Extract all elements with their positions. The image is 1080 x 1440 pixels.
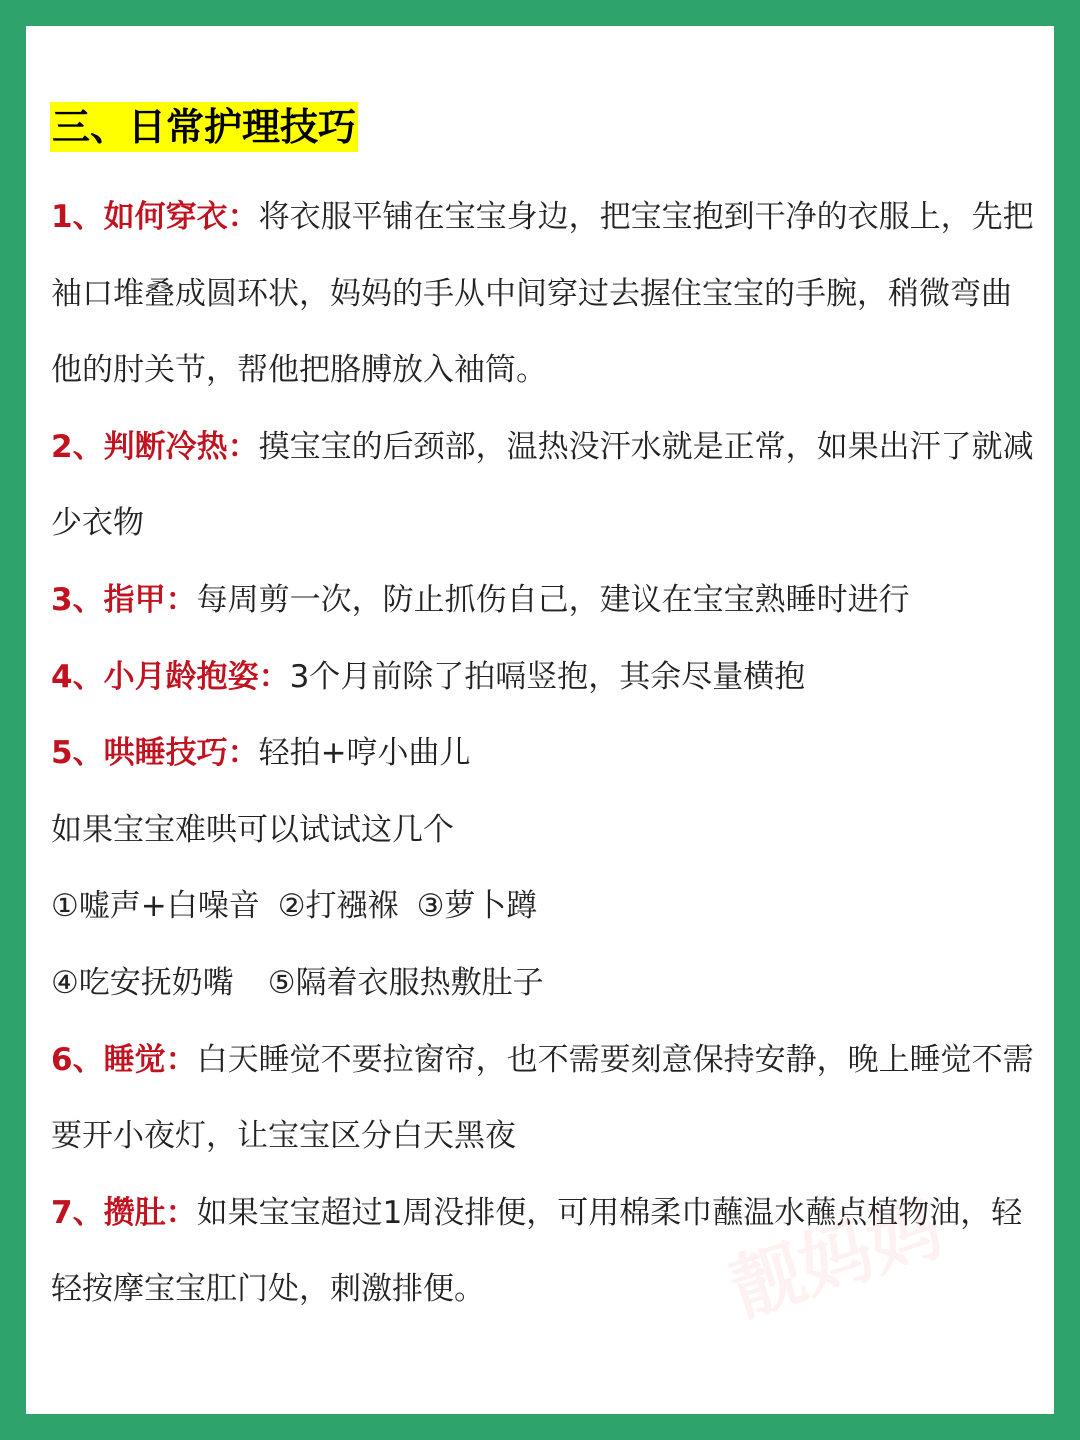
sleep-tip: ③萝卜蹲 xyxy=(416,888,538,925)
tip-item-soothing xyxy=(51,715,1036,792)
tip-label: 1、如何穿衣： xyxy=(51,199,259,235)
tip-label: 6、睡觉： xyxy=(51,1041,197,1078)
tip-label: 2、判断冷热： xyxy=(51,428,259,465)
tip-text: 3个月前除了拍嗝竖抱，其余尽量横抱 xyxy=(289,658,806,695)
tip-text: 轻拍+哼小曲儿 xyxy=(258,735,471,772)
tip-item-sleeping xyxy=(51,1022,1036,1175)
watermark-logo: 靓妈妈 xyxy=(720,1185,952,1333)
tips-content xyxy=(51,179,1036,1328)
tip-item-holding xyxy=(51,639,1036,716)
sleep-tip: ①嘘声+白噪音 xyxy=(51,888,260,925)
tip-text: 每周剪一次，防止抓伤自己，建议在宝宝熟睡时进行 xyxy=(196,581,910,618)
tip-text: 摸宝宝的后颈部，温热没汗水就是正常，如果出汗了就减少衣物 xyxy=(51,428,1034,542)
tip-text: 如果宝宝超过1周没排便，可用棉柔巾蘸温水蘸点植物油，轻轻按摩宝宝肛门处，刺激排便。 xyxy=(51,1194,1023,1308)
tip-label: 5、哄睡技巧： xyxy=(51,735,259,772)
content-card xyxy=(26,26,1054,1414)
tip-label: 3、指甲： xyxy=(51,581,197,618)
sleep-tips-row-1 xyxy=(51,868,1036,945)
tip-label: 7、攒肚： xyxy=(51,1194,197,1231)
section-heading: 三、日常护理技巧 xyxy=(50,102,358,152)
sleep-tip: ④吃安抚奶嘴 xyxy=(51,964,234,1001)
sleep-tips-intro: 如果宝宝难哄可以试试这几个 xyxy=(51,811,454,848)
tip-label: 4、小月龄抱姿： xyxy=(51,658,290,695)
sleep-tip: ②打襁褓 xyxy=(277,888,399,925)
tip-item-temperature xyxy=(51,409,1036,562)
sleep-tip: ⑤隔着衣服热敷肚子 xyxy=(267,964,544,1001)
tip-text: 将衣服平铺在宝宝身边，把宝宝抱到干净的衣服上，先把袖口堆叠成圆环状，妈妈的手从中间穿过去握住宝宝的手腕，稍微弯曲他的肘关节，帮他把胳膊放入袖筒。 xyxy=(51,199,1034,389)
tip-text: 白天睡觉不要拉窗帘，也不需要刻意保持安静，晚上睡觉不需要开小夜灯，让宝宝区分白天黑夜 xyxy=(51,1041,1034,1155)
tip-item-dressing xyxy=(51,179,1036,409)
sleep-tips-row-2 xyxy=(51,945,1036,1022)
tip-item-nails xyxy=(51,562,1036,639)
